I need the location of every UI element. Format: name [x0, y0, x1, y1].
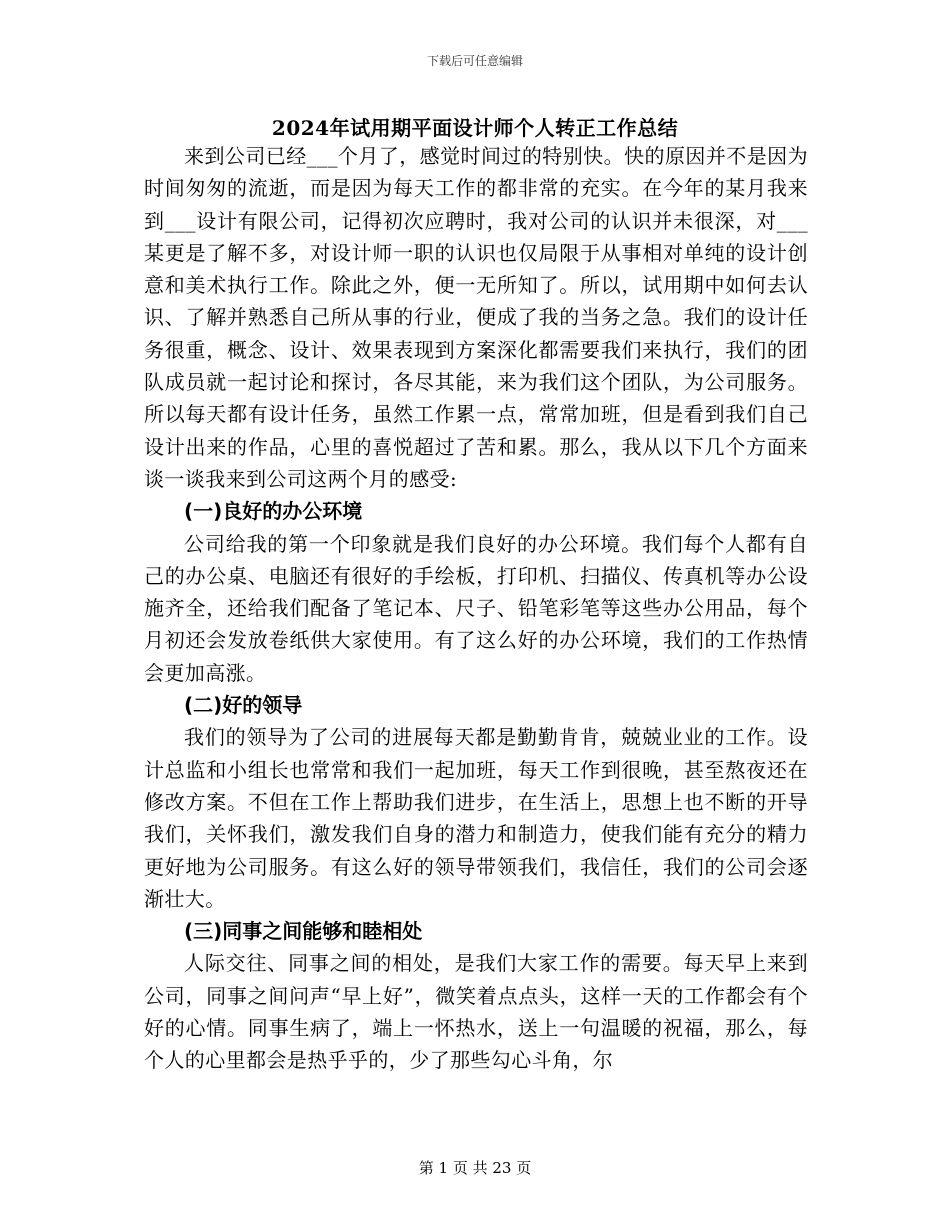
intro-paragraph: 来到公司已经___个月了，感觉时间过的特别快。快的原因并不是因为时间匆匆的流逝，而是因为每天工作的都非常的充实。在今年的某月我来到___设计有限公司，记得初次应聘时，我对公司的认识并未很深，对___某更是了解不多，对设计师一职的认识也仅局限于从事相对单纯的设计创意和美术执行工作。除此之外，便一无所知了。所以，试用期中如何去认识、了解并熟悉自己所从事的行业，便成了我的当务之急。我们的设计任务很重，概念、设计、效果表现到方案深化都需要我们来执行，我们的团队成员就一起讨论和探讨，各尽其能，来为我们这个团队，为公司服务。所以每天都有设计任务，虽然工作累一点，常常加班，但是看到我们自己设计出来的作品，心里的喜悦超过了苦和累。那么，我从以下几个方面来谈一谈我来到公司这两个月的感受:: [144, 144, 808, 491]
office-environment-paragraph: 公司给我的第一个印象就是我们良好的办公环境。我们每个人都有自己的办公桌、电脑还有很好的手绘板，打印机、扫描仪、传真机等办公设施齐全，还给我们配备了笔记本、尺子、铅笔彩笔等这些办公用品，每个月初还会发放卷纸供大家使用。有了这么好的办公环境，我们的工作热情会更加高涨。: [144, 531, 808, 685]
header-note: 下载后可任意编辑: [426, 54, 523, 68]
section-heading-office-environment: (一)良好的办公环境: [184, 499, 363, 524]
colleagues-paragraph: 人际交往、同事之间的相处，是我们大家工作的需要。每天早上来到公司，同事之间问声“早上好”，微笑着点点头，这样一天的工作都会有个好的心情。同事生病了，端上一怀热水，送上一句温暖的祝福，那么，每个人的心里都会是热乎乎的，少了那些勾心斗角，尔: [144, 951, 808, 1073]
page-footer: 第 1 页 共 23 页: [418, 1159, 532, 1177]
document-title: 2024年试用期平面设计师个人转正工作总结: [271, 116, 679, 140]
document-body: [144, 140, 808, 1077]
section-heading-colleagues: (三)同事之间能够和睦相处: [184, 919, 423, 944]
leadership-paragraph: 我们的领导为了公司的进展每天都是勤勤肯肯，兢兢业业的工作。设计总监和小组长也常常和我们一起加班，每天工作到很晚，甚至熬夜还在修改方案。不但在工作上帮助我们进步，在生活上，思想上也不断的开导我们，关怀我们，激发我们自身的潜力和制造力，使我们能有充分的精力更好地为公司服务。有这么好的领导带领我们，我信任，我们的公司会逐渐壮大。: [144, 725, 808, 911]
section-heading-leadership: (二)好的领导: [184, 693, 303, 718]
